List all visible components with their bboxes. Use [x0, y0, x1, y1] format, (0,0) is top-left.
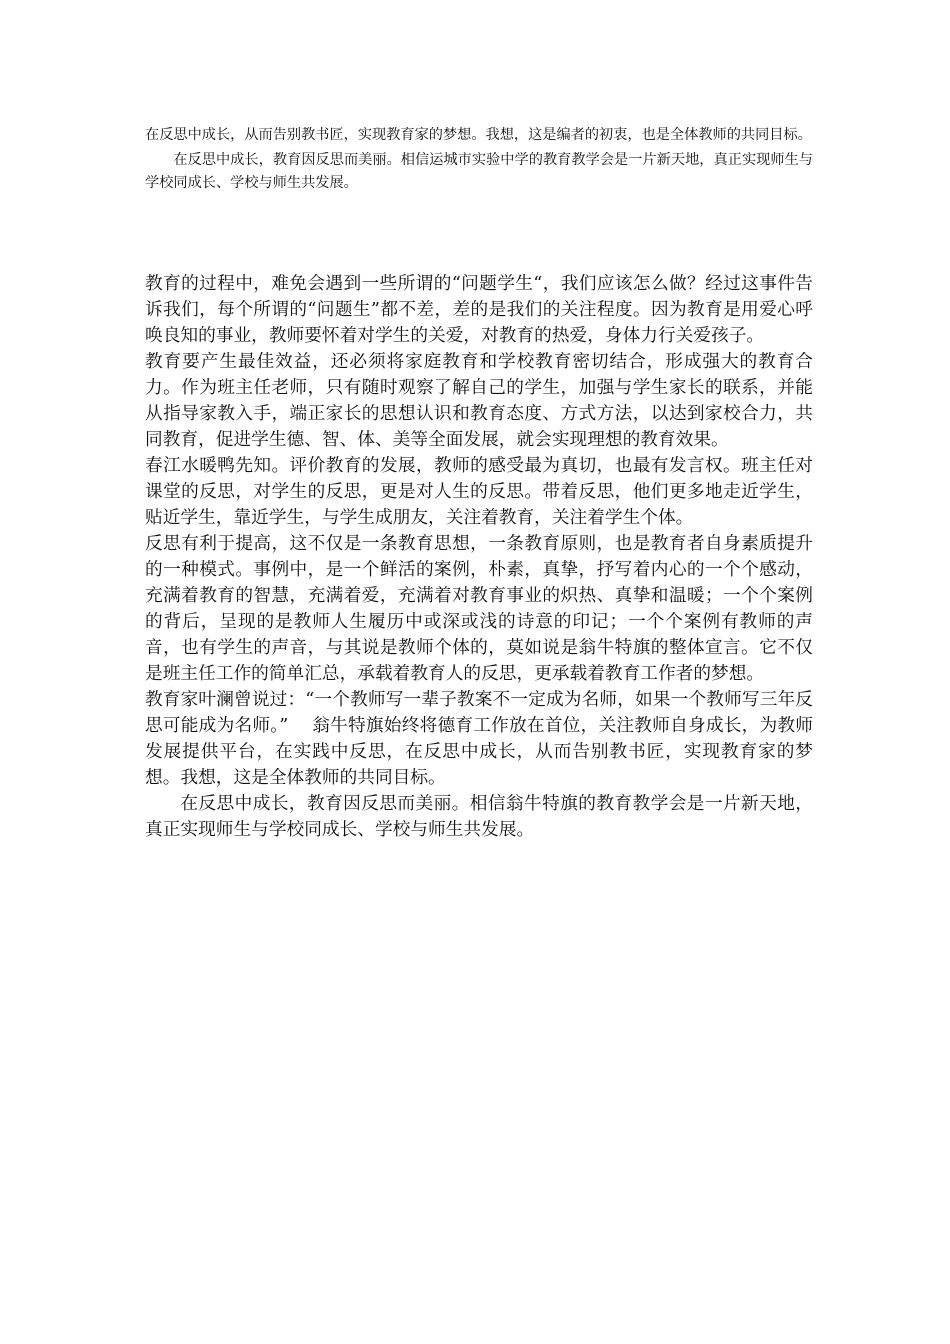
paragraph: 在反思中成长，教育因反思而美丽。相信翁牛特旗的教育教学会是一片新天地，真正实现师生与学校同成长、学校与师生共发展。	[145, 794, 813, 840]
paragraph: 在反思中成长，从而告别教书匠，实现教育家的梦想。我想，这是编者的初衷，也是全体教师的共同目标。	[145, 127, 812, 143]
main-text-block	[145, 271, 813, 843]
paragraph: 教育要产生最佳效益，还必须将家庭教育和学校教育密切结合，形成强大的教育合力。作为班主任老师，只有随时观察了解自己的学生，加强与学生家长的联系，并能从指导家教入手，端正家长的思想认识和教育态度、方式方法，以达到家校合力，共同教育，促进学生德、智、体、美等全面发展，就会实现理想的教育效果。	[145, 352, 813, 450]
paragraph: 反思有利于提高，这不仅是一条教育思想，一条教育原则，也是教育者自身素质提升的一种模式。事例中，是一个鲜活的案例，朴素，真挚，抒写着内心的一个个感动，充满着教育的智慧，充满着爱，充满着对教育事业的炽热、真挚和温暖；一个个案例的背后，呈现的是教师人生履历中或深或浅的诗意的印记；一个个案例有教师的声音，也有学生的声音，与其说是教师个体的，莫如说是翁牛特旗的整体宣言。它不仅是班主任工作的简单汇总，承载着教育人的反思，更承载着教育工作者的梦想。	[145, 534, 813, 684]
paragraph: 春江水暖鸭先知。评价教育的发展，教师的感受最为真切，也最有发言权。班主任对课堂的反思，对学生的反思，更是对人生的反思。带着反思，他们更多地走近学生，贴近学生，靠近学生，与学生成朋友，关注着教育，关注着学生个体。	[145, 456, 813, 528]
paragraph: 教育家叶澜曾说过：“一个教师写一辈子教案不一定成为名师，如果一个教师写三年反思可能成为名师。” 翁牛特旗始终将德育工作放在首位，关注教师自身成长，为教师发展提供平台，在实践中反思，在反思中成长，从而告别教书匠，实现教育家的梦想。我想，这是全体教师的共同目标。	[145, 690, 813, 788]
paragraph: 在反思中成长，教育因反思而美丽。相信运城市实验中学的教育教学会是一片新天地，真正实现师生与学校同成长、学校与师生共发展。	[145, 152, 813, 191]
top-text-block	[145, 124, 813, 195]
paragraph: 教育的过程中，难免会遇到一些所谓的“问题学生“，我们应该怎么做？经过这事件告诉我们，每个所谓的“问题生”都不差，差的是我们的关注程度。因为教育是用爱心呼唤良知的事业，教师要怀着对学生的关爱，对教育的热爱，身体力行关爱孩子。	[145, 274, 813, 346]
